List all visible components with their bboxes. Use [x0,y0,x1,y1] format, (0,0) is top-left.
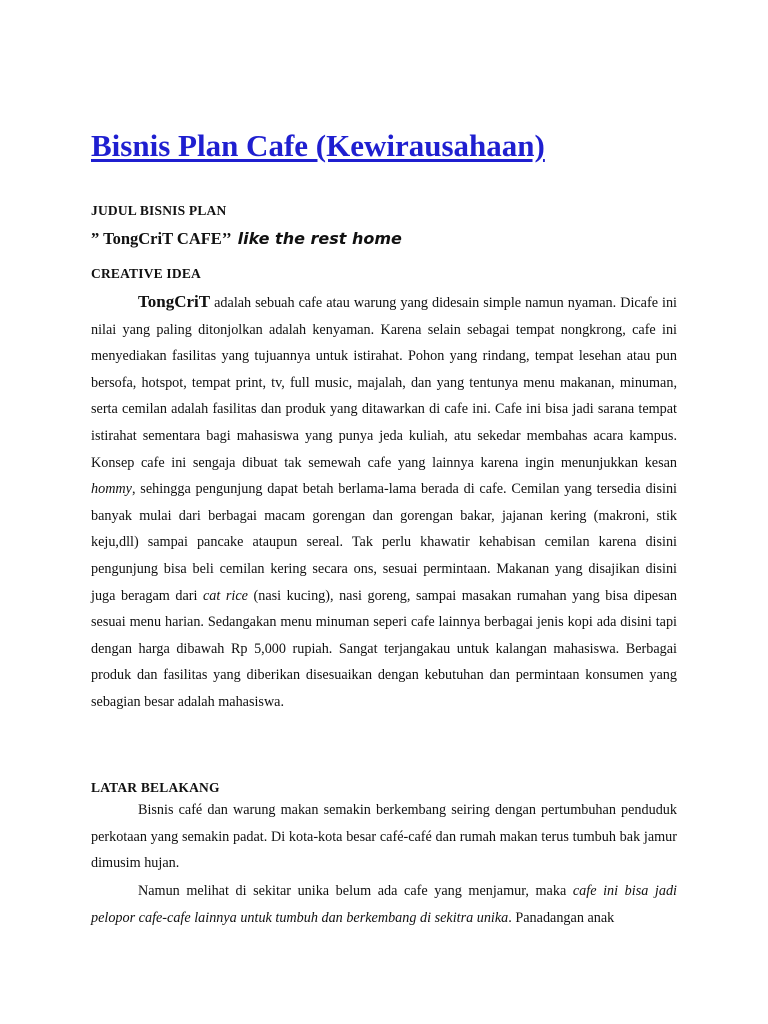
latar-italic-pelopor: cafe ini bisa jadi pelopor cafe-cafe lainnya untuk tumbuh dan berkembang di sekitra unika [91,883,677,926]
latar-text-1: Bisnis café dan warung makan semakin berkembang seiring dengan pertumbuhan penduduk perkotaan yang semakin padat. Di kota-kota besar café-café dan rumah makan terus tumbuh bak jamur dimusim hujan. [91,802,677,872]
creative-text-2: , sehingga pengunjung dapat betah berlama-lama berada di cafe. Cemilan yang tersedia disini banyak mulai dari berbagai macam gorengan dan gorengan bakar, jajanan kering (makroni, stik keju,dll) sampai pancake ataupun sereal. Tak perlu khawatir kehabisan cemilan karena disini pengunjung bisa beli cemilan kering secara ons, sesuai permintaan. Makanan yang disajikan disini juga beragam dari [91,481,677,604]
creative-text-3: (nasi kucing), nasi goreng, sampai masakan rumahan yang bisa dipesan sesuai menu harian. Sedangakan menu minuman seperi cafe lainnya berbagai jenis kopi ada disini tapi dengan harga dibawah Rp 5,000 rupiah. Sangat terjangakau untuk kalangan mahasiswa. Berbagai produk dan fasilitas yang diberikan disesuaikan dengan kebutuhan dan permintaan konsumen yang sebagian besar adalah mahasiswa. [91,587,677,710]
latar-text-2: Namun melihat di sekitar unika belum ada cafe yang menjamur, maka [138,883,573,899]
heading-judul-bisnis-plan: JUDUL BISNIS PLAN [91,203,227,218]
heading-latar-belakang: LATAR BELAKANG [91,780,220,795]
creative-italic-cat-rice: cat rice [203,587,248,604]
creative-italic-hommy: hommy [91,481,132,498]
cafe-slogan: like the rest home [237,229,402,248]
cafe-name: ” TongCriT CAFE’’ [91,229,232,248]
latar-paragraph-2 [91,878,677,931]
brand-name: TongCriT [138,292,211,311]
latar-text-2-end: . Panadangan anak [508,909,615,926]
heading-creative-idea: CREATIVE IDEA [91,266,201,281]
document-title: Bisnis Plan Cafe (Kewirausahaan) [91,128,545,163]
creative-text-1: adalah sebuah cafe atau warung yang didesain simple namun nyaman. Dicafe ini nilai yang paling ditonjolkan adalah kenyaman. Karena selain sebagai tempat nongkrong, cafe ini menyediakan fasilitas yang tujuannya untuk istirahat. Pohon yang rindang, tempat lesehan atau pun bersofa, hotspot, tempat print, tv, full music, majalah, dan yang tentunya menu makanan, minuman, serta cemilan adalah fasilitas dan produk yang ditawarkan di cafe ini. Cafe ini bisa jadi sarana tempat istirahat sementara bagi mahasiswa yang punya jeda kuliah, atu sekedar membahas acara kampus. Konsep cafe ini sengaja dibuat tak semewah cafe yang lainnya karena ingin menunjukkan kesan [91,295,677,471]
cafe-name-line [91,229,402,249]
creative-idea-paragraph [91,289,677,716]
latar-paragraph-1 [91,797,677,877]
